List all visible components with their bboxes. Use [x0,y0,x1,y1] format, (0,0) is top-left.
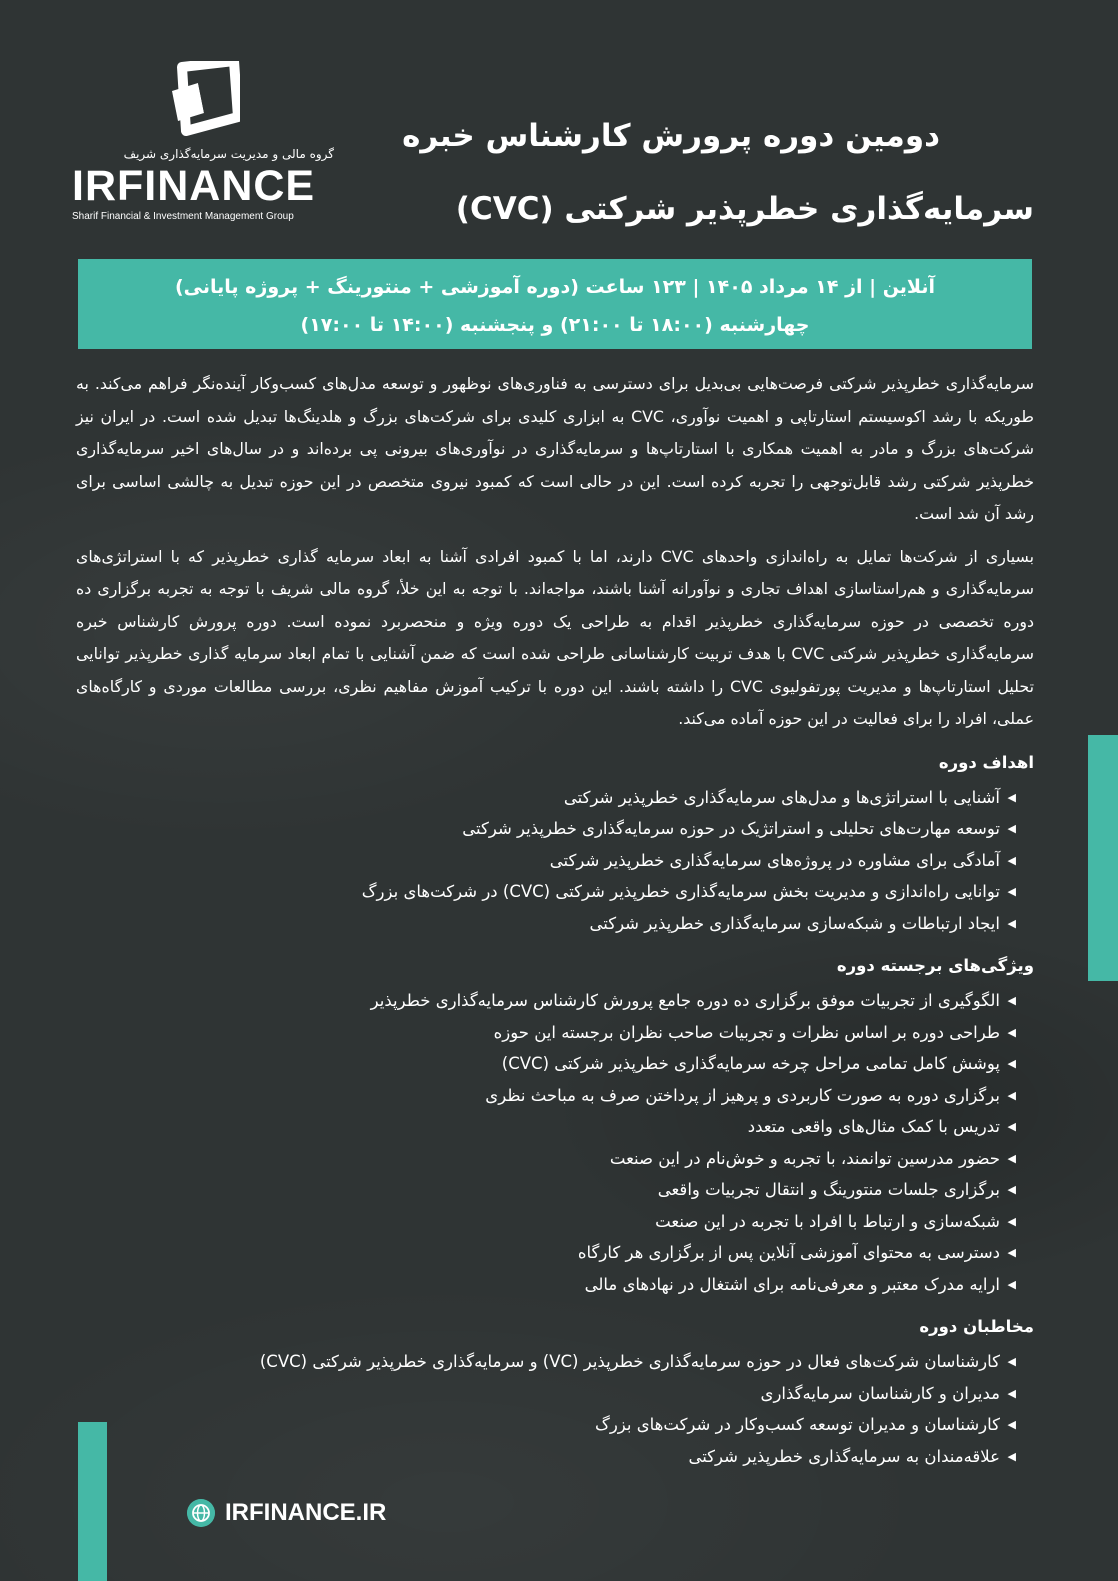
logo-mark-icon [168,61,240,137]
bullet-triangle-icon: ◀ [1007,885,1016,898]
schedule-banner [78,259,1032,349]
logo-wordmark: IRFINANCE [72,162,316,210]
intro-paragraph-2: بسیاری از شرکت‌ها تمایل به راه‌اندازی واحدهای CVC دارند، اما با کمبود افرادی آشنا به ابعاد سرمایه گذاری خطرپذیر که با استراتژی‌های سرمایه‌گذاری و هم‌راستاسازی اهداف تجاری و نوآورانه آشنا باشند، مواجه‌اند. با توجه به این خلأ، گروه مالی شریف با توجه به تجربه برگزاری ده دوره تخصصی در حوزه سرمایه‌گذاری خطرپذیر اقدام به طراحی یک دوره ویژه و منحصربرد نموده است. دوره پرورش کارشناس خبره سرمایه‌گذاری خطرپذیر شرکتی CVC با هدف تربیت کارشناسانی طراحی شده است که ضمن آشنایی با تمام ابعاد سرمایه گذاری خطرپذیر توانایی تحلیل استارتاپ‌ها و مدیریت پورتفولیوی CVC را داشته باشند. این دوره با ترکیب آموزش مفاهیم نظری، بررسی مطالعات موردی و کارگاه‌های عملی، افراد را برای فعالیت در این حوزه آماده می‌کند. [76,546,1034,728]
bullet-triangle-icon: ◀ [1007,1449,1016,1463]
features-list [76,985,1034,1300]
audience-heading: مخاطبان دوره [919,1317,1034,1336]
bullet-triangle-icon: ◀ [1007,1418,1016,1431]
bullet-triangle-icon: ◀ [1007,822,1016,835]
bullet-triangle-icon: ◀ [1007,853,1016,867]
list-item: ◀ شبکه‌سازی و ارتباط با افراد با تجربه در این صنعت [76,1206,1034,1238]
accent-bar-right [1088,735,1118,981]
bullet-triangle-icon: ◀ [1007,1025,1016,1039]
bullet-triangle-icon: ◀ [1007,1151,1016,1165]
globe-icon [187,1499,215,1527]
bullet-triangle-icon: ◀ [1007,1183,1016,1196]
title-line-2: سرمایه‌گذاری خطرپذیر شرکتی (CVC) [455,191,1034,227]
bullet-triangle-icon: ◀ [1007,1214,1016,1228]
list-item: ◀ طراحی دوره بر اساس نظرات و تجربیات صاحب نظران برجسته این حوزه [76,1017,1034,1049]
list-item: ◀ ایجاد ارتباطات و شبکه‌سازی سرمایه‌گذاری خطرپذیر شرکتی [76,908,1034,940]
bullet-triangle-icon: ◀ [1007,790,1016,804]
bullet-triangle-icon: ◀ [1007,1120,1016,1133]
list-item: ◀ برگزاری دوره به صورت کاربردی و پرهیز از پرداختن صرف به مباحث نظری [76,1080,1034,1112]
list-item: ◀ توانایی راه‌اندازی و مدیریت بخش سرمایه‌گذاری خطرپذیر شرکتی (CVC) در شرکت‌های بزرگ [76,876,1034,908]
banner-line-2: چهارشنبه (۱۸:۰۰ تا ۲۱:۰۰) و پنجشنبه (۱۴:۰۰ تا ۱۷:۰۰) [300,314,810,336]
list-item: ◀ علاقه‌مندان به سرمایه‌گذاری خطرپذیر شرکتی [76,1441,1034,1473]
list-item: ◀ کارشناسان شرکت‌های فعال در حوزه سرمایه‌گذاری خطرپذیر (VC) و سرمایه‌گذاری خطرپذیر شرکتی (CVC) [76,1346,1034,1378]
audience-list [76,1346,1034,1472]
goals-list [76,782,1034,940]
page-title [394,100,1034,246]
main-content [76,368,1034,1472]
bullet-triangle-icon: ◀ [1007,1277,1016,1291]
bullet-triangle-icon: ◀ [1007,1355,1016,1368]
list-item: ◀ دسترسی به محتوای آموزشی آنلاین پس از برگزاری هر کارگاه [76,1237,1034,1269]
list-item: ◀ توسعه مهارت‌های تحلیلی و استراتژیک در حوزه سرمایه‌گذاری خطرپذیر شرکتی [76,813,1034,845]
list-item: ◀ کارشناسان و مدیران توسعه کسب‌وکار در شرکت‌های بزرگ [76,1409,1034,1441]
list-item: ◀ برگزاری جلسات منتورینگ و انتقال تجربیات واقعی [76,1174,1034,1206]
list-item: ◀ الگوگیری از تجربیات موفق برگزاری ده دوره جامع پرورش کارشناس سرمایه‌گذاری خطرپذیر [76,985,1034,1017]
logo-persian-name: گروه مالی و مدیریت سرمایه‌گذاری شریف [123,147,334,161]
list-item: ◀ مدیران و کارشناسان سرمایه‌گذاری [76,1378,1034,1410]
goals-heading: اهداف دوره [938,752,1034,772]
intro-paragraph-1: سرمایه‌گذاری خطرپذیر شرکتی فرصت‌هایی بی‌بدیل برای دسترسی به فناوری‌های نوظهور و توسعه مدل‌های کسب‌وکار آینده‌نگر فراهم می‌کند. به طوریکه با رشد اکوسیستم استارتاپی و اهمیت نوآوری، CVC به ابزاری کلیدی برای شرکت‌های بزرگ و هلدینگ‌ها تبدیل شده است. در ایران نیز شرکت‌های بزرگ و مادر به اهمیت همکاری با استارتاپ‌ها و سرمایه‌گذاری در نوآوری‌های بیرونی پی برده‌اند و در سال‌های اخیر سرمایه‌گذاری خطرپذیر شرکتی رشد قابل‌توجهی را تجربه کرده است. این در حالی است که کمبود نیروی متخصص در این حوزه تبدیل به چالشی اساسی برای رشد آن شد است. [76,374,1034,523]
bullet-triangle-icon: ◀ [1007,1246,1016,1259]
list-item: ◀ تدریس با کمک مثال‌های واقعی متعدد [76,1111,1034,1143]
features-heading: ویژگی‌های برجسته دوره [836,956,1034,975]
list-item: ◀ پوشش کامل تمامی مراحل چرخه سرمایه‌گذاری خطرپذیر شرکتی (CVC) [76,1048,1034,1080]
logo-tagline: Sharif Financial & Investment Management Group [72,211,294,222]
list-item: ◀ حضور مدرسین توانمند، با تجربه و خوش‌نام در این صنعت [76,1143,1034,1175]
list-item: ◀ آشنایی با استراتژی‌ها و مدل‌های سرمایه‌گذاری خطرپذیر شرکتی [76,782,1034,814]
bullet-triangle-icon: ◀ [1007,1386,1016,1400]
bullet-triangle-icon: ◀ [1007,1057,1016,1070]
list-item: ◀ آمادگی برای مشاوره در پروژه‌های سرمایه‌گذاری خطرپذیر شرکتی [76,845,1034,877]
banner-line-1: آنلاین | از ۱۴ مرداد ۱۴۰۵ | ۱۲۳ ساعت (دوره آموزشی + منتورینگ + پروژه پایانی) [174,276,935,298]
bullet-triangle-icon: ◀ [1007,916,1016,930]
irfinance-logo [72,55,334,227]
bullet-triangle-icon: ◀ [1007,1088,1016,1102]
list-item: ◀ ارایه مدرک معتبر و معرفی‌نامه برای اشتغال در نهادهای مالی [76,1269,1034,1301]
website-link[interactable]: IRFINANCE.IR [225,1499,387,1526]
title-line-1: دومین دوره پرورش کارشناس خبره [402,118,940,154]
bullet-triangle-icon: ◀ [1007,994,1016,1007]
